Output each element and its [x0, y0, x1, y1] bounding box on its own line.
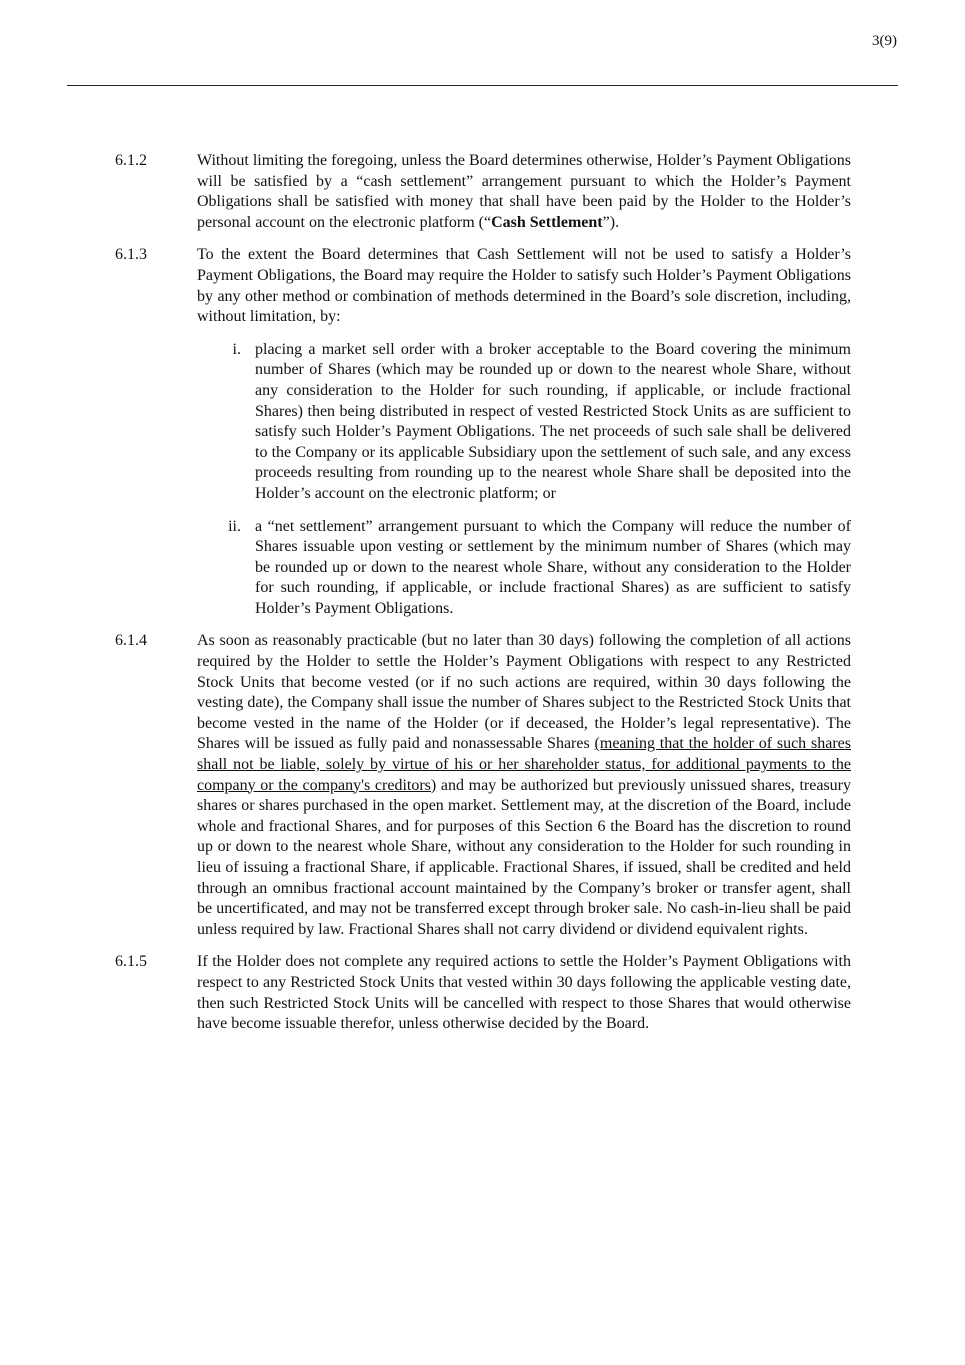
clause-text-part: and may be authorized but previously unissued shares, treasury shares or shares purchased in the open market. Settlement may, at the discretion of the Board, include whole and fractional Shares, and for purposes of this Section 6 the Board has the discretion to round up or down to the nearest whole Share, without any consideration to the Holder for such rounding in lieu of issuing a fractional Share, if applicable. Fractional Shares, if issued, shall be credited and held through an omnibus fractional account maintained by the Company’s broker or transfer agent, shall be uncertificated, and may not be transferred except through broker sale. No cash-in-lieu shall be paid unless required by law. Fractional Shares shall not carry dividend or dividend equivalent rights.: [197, 776, 852, 938]
clause-6-1-3: [115, 245, 851, 619]
clause-6-1-4: [115, 631, 851, 940]
clause-text: [197, 151, 851, 233]
clause-number: 6.1.5: [115, 953, 147, 971]
clause-number: 6.1.3: [115, 246, 147, 264]
clause-text-part: Without limiting the foregoing, unless the Board determines otherwise, Holder’s Payment Obligations will be satisfied by a “cash settlement” arrangement pursuant to which the Holder’s Payment Obligations shall be satisfied with money that shall have been paid by the Holder to the Holder’s personal account on the electronic platform (“: [197, 152, 851, 231]
clause-text-part: As soon as reasonably practicable (but no later than 30 days) following the completion of all actions required by the Holder to settle the Holder’s Payment Obligations with respect to any Restricted Stock Units that become vested (or if no such actions are required, within 30 days following the vesting date), the Company shall issue the number of Shares subject to the Restricted Stock Units that become vested in the name of the Holder (or if deceased, the Holder’s legal representative). The Shares will be issued as fully paid and nonassessable Shares: [197, 632, 851, 753]
clause-6-1-5: [115, 952, 851, 1034]
clause-text-part: ”).: [602, 213, 620, 231]
clause-6-1-2: [115, 151, 851, 233]
subitem-marker: ii.: [228, 517, 241, 535]
subitem-ii: [197, 517, 851, 620]
clause-text: To the extent the Board determines that Cash Settlement will not be used to satisfy a Holder’s Payment Obligations, the Board may require the Holder to satisfy such Holder’s Payment Obligations by any other method or combination of methods determined in the Board’s sole discretion, including, without limitation, by:: [197, 246, 851, 326]
clause-text: [197, 631, 851, 940]
header-rule: [67, 85, 898, 86]
clause-text: If the Holder does not complete any required actions to settle the Holder’s Payment Obligations with respect to any Restricted Stock Units that vested within 30 days following the applicable vesting date, then such Restricted Stock Units will be cancelled with respect to those Shares that would otherwise have become issuable therefor, unless otherwise decided by the Board.: [197, 953, 851, 1033]
underlined-text: (meaning that the holder of such shares shall not be liable, solely by virtue of his or her shareholder status, for additional payments to the company or the company's creditors): [197, 735, 851, 794]
subitem-i: [197, 340, 851, 505]
subitem-text: placing a market sell order with a broker acceptable to the Board covering the minimum number of Shares (which may be rounded up or down to the nearest whole Share, without any consideration to the Holder for such rounding, if applicable, or include fractional Shares) then being distributed in respect of vested Restricted Stock Units as are sufficient to satisfy such Holder’s Payment Obligations. The net proceeds of such sale shall be delivered to the Company or its applicable Subsidiary upon the settlement of such sale, and any excess proceeds resulting from rounding up to the nearest whole Share shall be deposited into the Holder’s account on the electronic platform; or: [255, 340, 851, 502]
document-body: [115, 151, 851, 1047]
page-number: 3(9): [872, 33, 897, 49]
clause-number: 6.1.2: [115, 152, 147, 169]
subitem-marker: i.: [232, 340, 241, 358]
subitem-text: a “net settlement” arrangement pursuant to which the Company will reduce the number of Shares issuable upon vesting or settlement by the minimum number of Shares (which may be rounded up or down to the nearest whole Share, without any consideration to the Holder for such rounding, if applicable, or include fractional Shares) as are sufficient to satisfy Holder’s Payment Obligations.: [255, 517, 851, 617]
defined-term: Cash Settlement: [491, 213, 603, 231]
clause-number: 6.1.4: [115, 632, 147, 650]
subitem-list: [197, 340, 851, 620]
